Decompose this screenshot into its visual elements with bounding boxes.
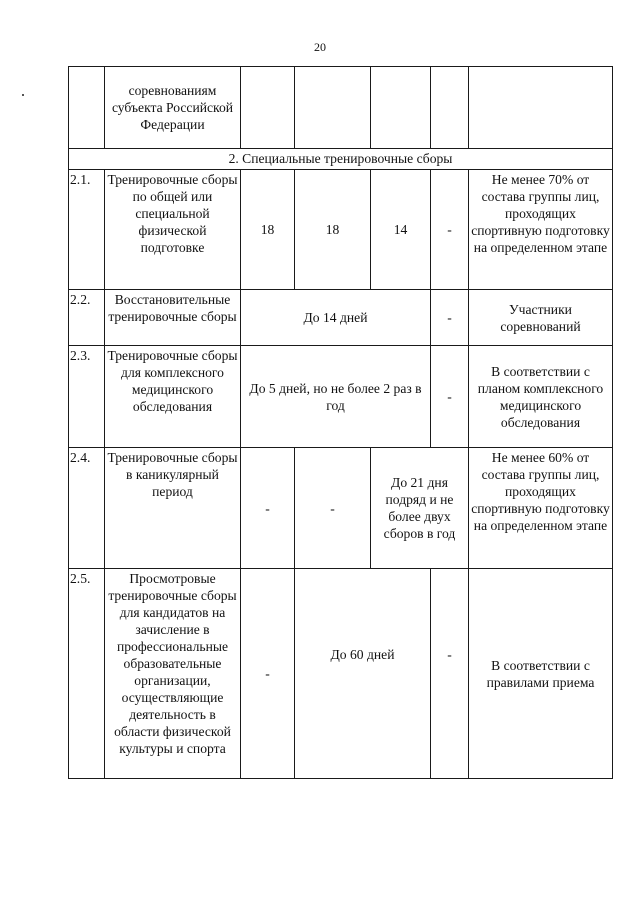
cell-empty: [431, 67, 469, 149]
value-cell: -: [295, 448, 371, 569]
note-cell: Не менее 60% от состава группы лиц, проходящих спортивную подготовку на определенном этапе: [469, 448, 613, 569]
cell-empty: [241, 67, 295, 149]
row-number: 2.4.: [69, 448, 105, 569]
value-cell: 14: [371, 170, 431, 290]
row-number: 2.1.: [69, 170, 105, 290]
value-cell: До 21 дня подряд и не более двух сборов в год: [371, 448, 469, 569]
value-cell: -: [241, 569, 295, 779]
camp-name: Тренировочные сборы по общей или специальной физической подготовке: [105, 170, 241, 290]
value-cell: -: [431, 170, 469, 290]
cell-empty: [69, 67, 105, 149]
value-cell: -: [241, 448, 295, 569]
value-cell: -: [431, 290, 469, 346]
value-cell: -: [431, 569, 469, 779]
row-number: 2.2.: [69, 290, 105, 346]
camp-name: Тренировочные сборы в каникулярный период: [105, 448, 241, 569]
note-cell: Участники соревнований: [469, 290, 613, 346]
section-row: [69, 149, 613, 170]
merged-duration-cell: До 5 дней, но не более 2 раз в год: [241, 346, 431, 448]
camp-name: Тренировочные сборы для комплексного медицинского обследования: [105, 346, 241, 448]
camp-name: Восстановительные тренировочные сборы: [105, 290, 241, 346]
merged-duration-cell: До 60 дней: [295, 569, 431, 779]
row-number: 2.5.: [69, 569, 105, 779]
table-row: [69, 170, 613, 290]
table-row: [69, 346, 613, 448]
continuation-name: соревнованиям субъекта Российской Федерации: [105, 67, 241, 149]
note-cell: В соответствии с правилами приема: [469, 569, 613, 779]
section-title: 2. Специальные тренировочные сборы: [69, 149, 613, 170]
table-row: [69, 448, 613, 569]
page-number: 20: [314, 40, 326, 54]
cell-empty: [371, 67, 431, 149]
value-cell: 18: [295, 170, 371, 290]
cell-empty: [295, 67, 371, 149]
value-cell: 18: [241, 170, 295, 290]
table-row: [69, 290, 613, 346]
cell-empty: [469, 67, 613, 149]
table-row: [69, 569, 613, 779]
merged-duration-cell: До 14 дней: [241, 290, 431, 346]
continuation-row: [69, 67, 613, 149]
training-camps-table: [68, 66, 612, 779]
scan-artifact: [22, 94, 24, 96]
note-cell: В соответствии с планом комплексного медицинского обследования: [469, 346, 613, 448]
camp-name: Просмотровые тренировочные сборы для кандидатов на зачисление в профессиональные образовательные организации, осуществляющие деятельность в области физической культуры и спорта: [105, 569, 241, 779]
note-cell: Не менее 70% от состава группы лиц, проходящих спортивную подготовку на определенном этапе: [469, 170, 613, 290]
row-number: 2.3.: [69, 346, 105, 448]
value-cell: -: [431, 346, 469, 448]
